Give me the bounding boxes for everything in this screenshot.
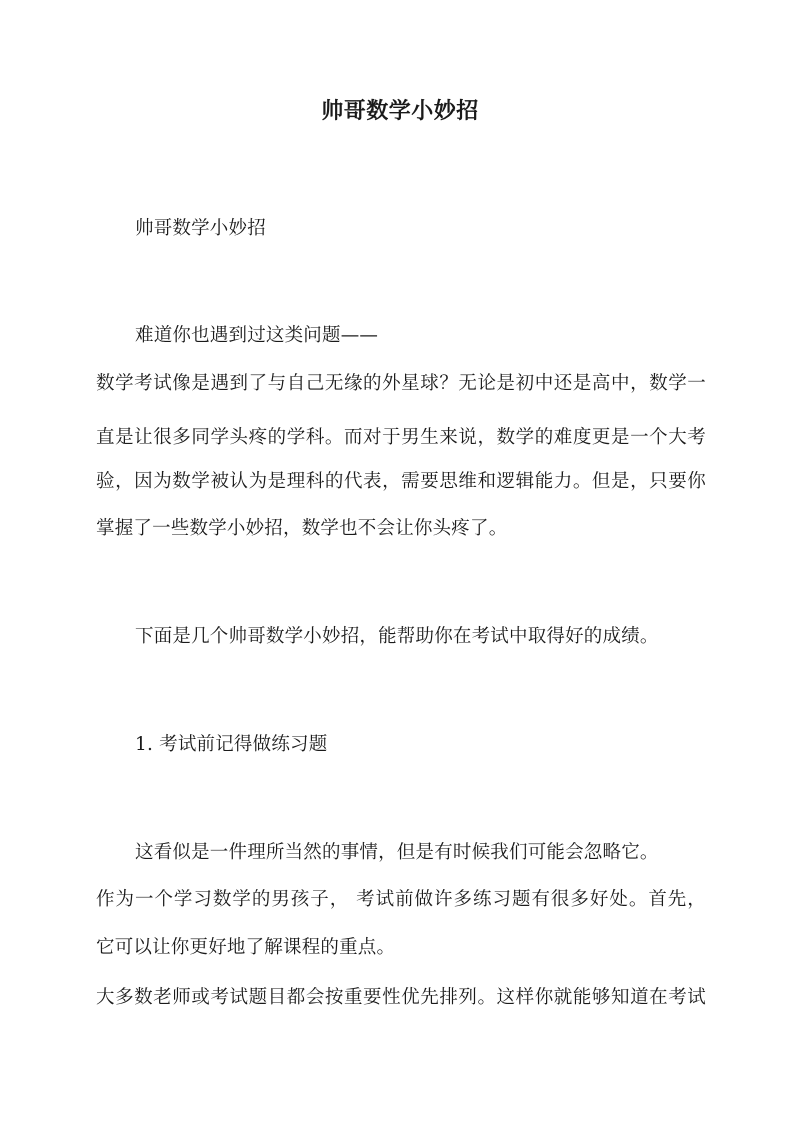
section-1-line-4: 大多数老师或考试题目都会按重要性优先排列。这样你就能够知道在考试 (96, 987, 706, 1008)
document-title: 帅哥数学小妙招 (321, 98, 479, 124)
section-1-line-1: 这看似是一件理所当然的事情，但是有时候我们可能会忽略它。 (135, 842, 659, 863)
section-1-line-2: 作为一个学习数学的男孩子， 考试前做许多练习题有很多好处。首先， (96, 889, 706, 910)
subtitle-paragraph: 帅哥数学小妙招 (135, 218, 266, 239)
lead-in-paragraph: 下面是几个帅哥数学小妙招，能帮助你在考试中取得好的成绩。 (135, 626, 659, 647)
section-1-line-3: 它可以让你更好地了解课程的重点。 (96, 937, 396, 958)
intro-question: 难道你也遇到过这类问题—— (135, 325, 379, 346)
section-1-heading: 1. 考试前记得做练习题 (135, 734, 328, 755)
intro-line-3: 验，因为数学被认为是理科的代表，需要思维和逻辑能力。但是，只要你 (96, 471, 706, 492)
intro-line-4: 掌握了一些数学小妙招，数学也不会让你头疼了。 (96, 518, 508, 539)
intro-line-2: 直是让很多同学头疼的学科。而对于男生来说，数学的难度更是一个大考 (96, 427, 706, 448)
intro-line-1: 数学考试像是遇到了与自己无缘的外星球？无论是初中还是高中，数学一 (96, 373, 706, 394)
